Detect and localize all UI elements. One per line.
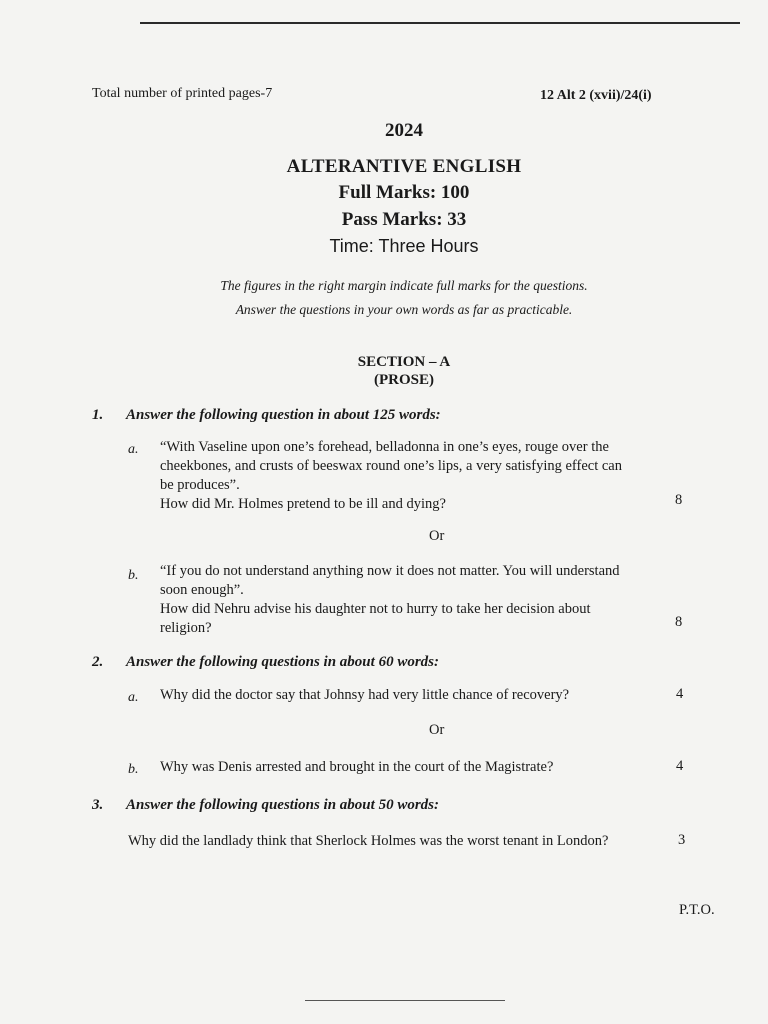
please-turn-over: P.T.O. <box>679 902 715 918</box>
part-label: a. <box>128 690 139 705</box>
instruction-marks: The figures in the right margin indicate full marks for the questions. <box>220 278 588 293</box>
question-line: be produces”. <box>160 477 240 493</box>
question-number: 3. <box>92 797 104 813</box>
marks-value: 3 <box>678 832 686 848</box>
question-line: Why did the landlady think that Sherlock Holmes was the worst tenant in London? <box>128 833 609 849</box>
exam-year: 2024 <box>385 120 423 141</box>
question-line: Why did the doctor say that Johnsy had very little chance of recovery? <box>160 687 570 703</box>
marks-value: 8 <box>675 492 683 508</box>
question-line: religion? <box>160 620 212 636</box>
marks-value: 4 <box>676 686 684 702</box>
question-line: How did Nehru advise his daughter not to hurry to take her decision about <box>160 601 591 617</box>
time-allowed: Time: Three Hours <box>329 236 479 256</box>
question-heading: Answer the following questions in about 60 words: <box>126 654 439 670</box>
question-number: 1. <box>92 407 104 423</box>
section-subtitle: (PROSE) <box>374 372 434 388</box>
question-text <box>160 438 700 514</box>
section-title: SECTION – A <box>357 354 451 370</box>
question-text <box>160 562 700 638</box>
marks-value: 4 <box>676 758 684 774</box>
or-separator: Or <box>429 528 445 544</box>
bottom-rule <box>305 1000 505 1001</box>
part-label: a. <box>128 442 139 457</box>
question-line: “If you do not understand anything now it does not matter. You will understand <box>160 563 620 579</box>
question-heading: Answer the following questions in about 50 words: <box>126 797 439 813</box>
subject-title: ALTERANTIVE ENGLISH <box>286 156 522 177</box>
full-marks: Full Marks: 100 <box>338 182 470 203</box>
question-line: “With Vaseline upon one’s forehead, belladonna in one’s eyes, rouge over the <box>160 439 609 455</box>
question-line: Why was Denis arrested and brought in the court of the Magistrate? <box>160 759 554 775</box>
printed-pages-note: Total number of printed pages-7 <box>92 86 273 101</box>
paper-code: 12 Alt 2 (xvii)/24(i) <box>540 88 652 103</box>
instruction-own-words: Answer the questions in your own words as far as practicable. <box>235 302 573 317</box>
part-label: b. <box>128 762 139 777</box>
question-heading: Answer the following question in about 125 words: <box>126 407 441 423</box>
question-line: cheekbones, and crusts of beeswax round one’s lips, a very satisfying effect can <box>160 458 622 474</box>
question-number: 2. <box>92 654 104 670</box>
question-line: soon enough”. <box>160 582 244 598</box>
or-separator: Or <box>429 722 445 738</box>
part-label: b. <box>128 568 139 583</box>
pass-marks: Pass Marks: 33 <box>341 209 467 230</box>
marks-value: 8 <box>675 614 683 630</box>
question-line: How did Mr. Holmes pretend to be ill and dying? <box>160 496 446 512</box>
top-rule <box>140 22 740 24</box>
